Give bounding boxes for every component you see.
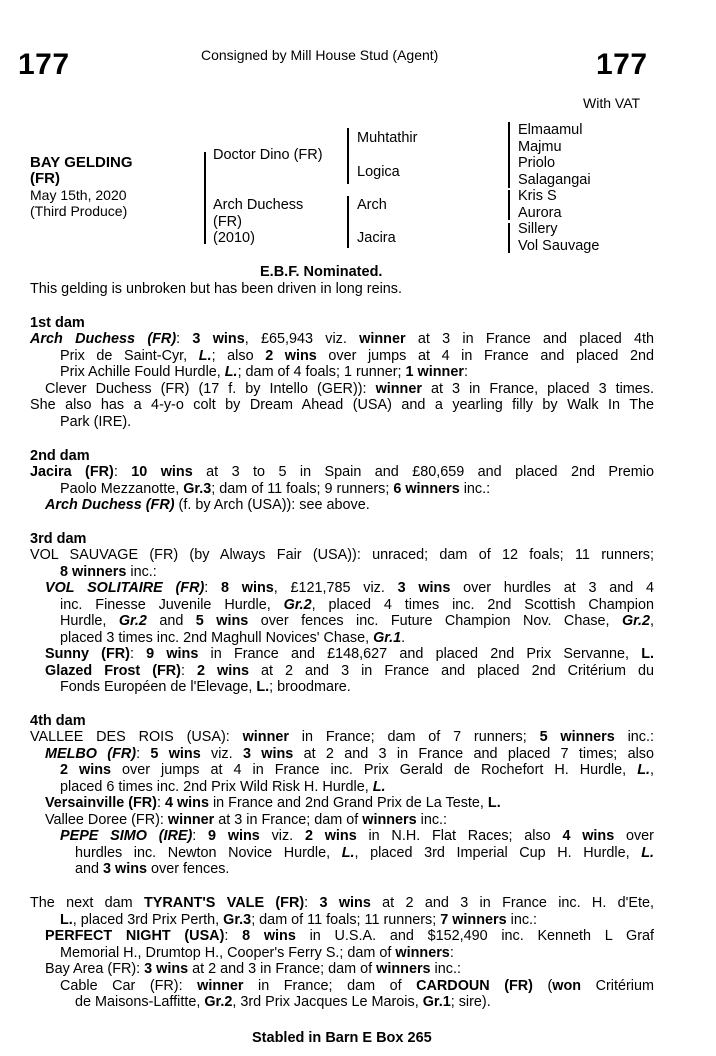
gen3-vol-sauvage: Vol Sauvage bbox=[518, 237, 600, 254]
first-dam-line4: Clever Duchess (FR) (17 f. by Intello (GER)): winner at 3 in France, placed 3 times. bbox=[45, 381, 654, 397]
third-dam-line3: VOL SOLITAIRE (FR): 8 wins, £121,785 viz. 3 wins over hurdles at 3 and 4 bbox=[45, 580, 654, 596]
next-dam-line5: Bay Area (FR): 3 wins at 2 and 3 in France; dam of winners inc.: bbox=[45, 961, 461, 977]
section-third-dam: 3rd dam bbox=[30, 531, 87, 547]
fourth-dam-line7: PEPE SIMO (IRE): 9 wins viz. 2 wins in N.H. Flat Races; also 4 wins over bbox=[60, 828, 654, 844]
gen2-logica: Logica bbox=[357, 164, 400, 180]
gen2-jacira: Jacira bbox=[357, 230, 396, 246]
fourth-dam-line2: MELBO (FR): 5 wins viz. 3 wins at 2 and 3 in France and placed 7 times; also bbox=[45, 746, 654, 762]
third-dam-line1: VOL SAUVAGE (FR) (by Always Fair (USA)): unraced; dam of 12 foals; 11 runners; bbox=[30, 547, 654, 563]
fourth-dam-line5: Versainville (FR): 4 wins in France and 2nd Grand Prix de La Teste, L. bbox=[45, 795, 501, 811]
pedigree-bracket-1 bbox=[204, 152, 206, 244]
stabling-note: Stabled in Barn E Box 265 bbox=[252, 1030, 432, 1046]
fourth-dam-line3: 2 wins over jumps at 4 in France inc. Prix Gerald de Rochefort H. Hurdle, L., bbox=[60, 762, 654, 778]
third-dam-line7: Sunny (FR): 9 wins in France and £148,627 and placed 2nd Prix Servanne, L. bbox=[45, 646, 654, 662]
third-dam-line4: inc. Finesse Juvenile Hurdle, Gr.2, placed 4 times inc. 2nd Scottish Champion bbox=[60, 597, 654, 613]
horse-country: (FR) bbox=[30, 170, 60, 187]
gen3-elmaamul: Elmaamul bbox=[518, 122, 583, 138]
next-dam-line6: Cable Car (FR): winner in France; dam of CARDOUN (FR) (won Critérium bbox=[60, 978, 654, 994]
section-second-dam: 2nd dam bbox=[30, 448, 90, 464]
next-dam-line1: The next dam TYRANT'S VALE (FR): 3 wins at 2 and 3 in France inc. H. d'Ete, bbox=[30, 895, 655, 911]
first-dam-line2: Prix de Saint-Cyr, L.; also 2 wins over jumps at 4 in France and placed 2nd bbox=[60, 348, 654, 364]
foaling-date: May 15th, 2020 bbox=[30, 187, 127, 203]
gen3-priolo: Priolo bbox=[518, 155, 556, 171]
fourth-dam-line4: placed 6 times inc. 2nd Prix Wild Risk H. Hurdle, L. bbox=[60, 779, 386, 795]
section-first-dam: 1st dam bbox=[30, 315, 85, 331]
third-dam-line9: Fonds Européen de l'Elevage, L.; broodmare. bbox=[60, 679, 351, 695]
intro-text: This gelding is unbroken but has been driven in long reins. bbox=[30, 281, 402, 297]
pedigree-bracket-3a bbox=[508, 122, 510, 158]
third-dam-line2: 8 winners inc.: bbox=[60, 564, 157, 580]
next-dam-line4: Memorial H., Drumtop H., Cooper's Ferry S.; dam of winners: bbox=[60, 945, 454, 961]
pedigree-bracket-3c bbox=[508, 190, 510, 220]
dam-name: Arch Duchess bbox=[213, 197, 304, 213]
pedigree-bracket-3d bbox=[508, 223, 510, 253]
consignor-line: Consigned by Mill House Stud (Agent) bbox=[201, 47, 439, 63]
first-dam-line1: Arch Duchess (FR): 3 wins, £65,943 viz. winner at 3 in France and placed 4th bbox=[30, 331, 654, 347]
section-fourth-dam: 4th dam bbox=[30, 713, 86, 729]
third-dam-line6: placed 3 times inc. 2nd Maghull Novices' Chase, Gr.1. bbox=[60, 630, 406, 646]
gen3-sillery: Sillery bbox=[518, 221, 558, 237]
lot-number-right: 177 bbox=[596, 48, 648, 81]
pedigree-dam bbox=[213, 197, 303, 247]
gen3-salagangai: Salagangai bbox=[518, 171, 591, 188]
gen3-list bbox=[518, 122, 599, 254]
pedigree-bracket-3b bbox=[508, 158, 510, 188]
fourth-dam-line9: and 3 wins over fences. bbox=[75, 861, 230, 877]
first-dam-line6: Park (IRE). bbox=[60, 414, 132, 430]
dam-year: (2010) bbox=[213, 230, 255, 246]
fourth-dam-line1: VALLEE DES ROIS (USA): winner in France; dam of 7 runners; 5 winners inc.: bbox=[30, 729, 655, 745]
second-dam-line3: Arch Duchess (FR) (f. by Arch (USA)): see above. bbox=[45, 497, 370, 513]
gen3-kris-s: Kris S bbox=[518, 188, 557, 204]
second-dam-line2: Paolo Mezzanotte, Gr.3; dam of 11 foals; 9 runners; 6 winners inc.: bbox=[60, 481, 491, 497]
third-dam-line5: Hurdle, Gr.2 and 5 wins over fences inc. Future Champion Nov. Chase, Gr.2, bbox=[60, 613, 654, 629]
pedigree-bracket-2b bbox=[347, 196, 349, 248]
first-dam-line5: She also has a 4-y-o colt by Dream Ahead (USA) and a yearling filly by Walk In The bbox=[30, 397, 654, 413]
next-dam-line7: de Maisons-Laffitte, Gr.2, 3rd Prix Jacques Le Marois, Gr.1; sire). bbox=[75, 994, 491, 1010]
third-dam-line8: Glazed Frost (FR): 2 wins at 2 and 3 in France and placed 2nd Critérium du bbox=[45, 663, 654, 679]
fourth-dam-line6: Vallee Doree (FR): winner at 3 in France; dam of winners inc.: bbox=[45, 812, 448, 828]
next-dam-line3: PERFECT NIGHT (USA): 8 wins in U.S.A. and $152,490 inc. Kenneth L Graf bbox=[45, 928, 654, 944]
fourth-dam-line8: hurdles inc. Newton Novice Hurdle, L., placed 3rd Imperial Cup H. Hurdle, L. bbox=[75, 845, 654, 861]
second-dam-line1: Jacira (FR): 10 wins at 3 to 5 in Spain and £80,659 and placed 2nd Premio bbox=[30, 464, 654, 480]
ebf-nomination: E.B.F. Nominated. bbox=[260, 264, 383, 280]
gen3-aurora: Aurora bbox=[518, 204, 562, 221]
sex-colour: BAY GELDING bbox=[30, 154, 133, 171]
next-dam-line2: L., placed 3rd Prix Perth, Gr.3; dam of 11 foals; 11 runners; 7 winners inc.: bbox=[60, 912, 538, 928]
vat-note: With VAT bbox=[583, 95, 641, 111]
lot-number-left: 177 bbox=[18, 48, 70, 81]
gen2-arch: Arch bbox=[357, 197, 387, 213]
gen3-majmu: Majmu bbox=[518, 138, 562, 155]
first-dam-line3: Prix Achille Fould Hurdle, L.; dam of 4 foals; 1 runner; 1 winner: bbox=[60, 364, 468, 380]
pedigree-bracket-2a bbox=[347, 128, 349, 184]
gen2-muhtathir: Muhtathir bbox=[357, 130, 418, 146]
dam-country: (FR) bbox=[213, 213, 242, 230]
pedigree-sire: Doctor Dino (FR) bbox=[213, 147, 323, 163]
produce-note: (Third Produce) bbox=[30, 203, 128, 219]
horse-description bbox=[30, 155, 133, 219]
